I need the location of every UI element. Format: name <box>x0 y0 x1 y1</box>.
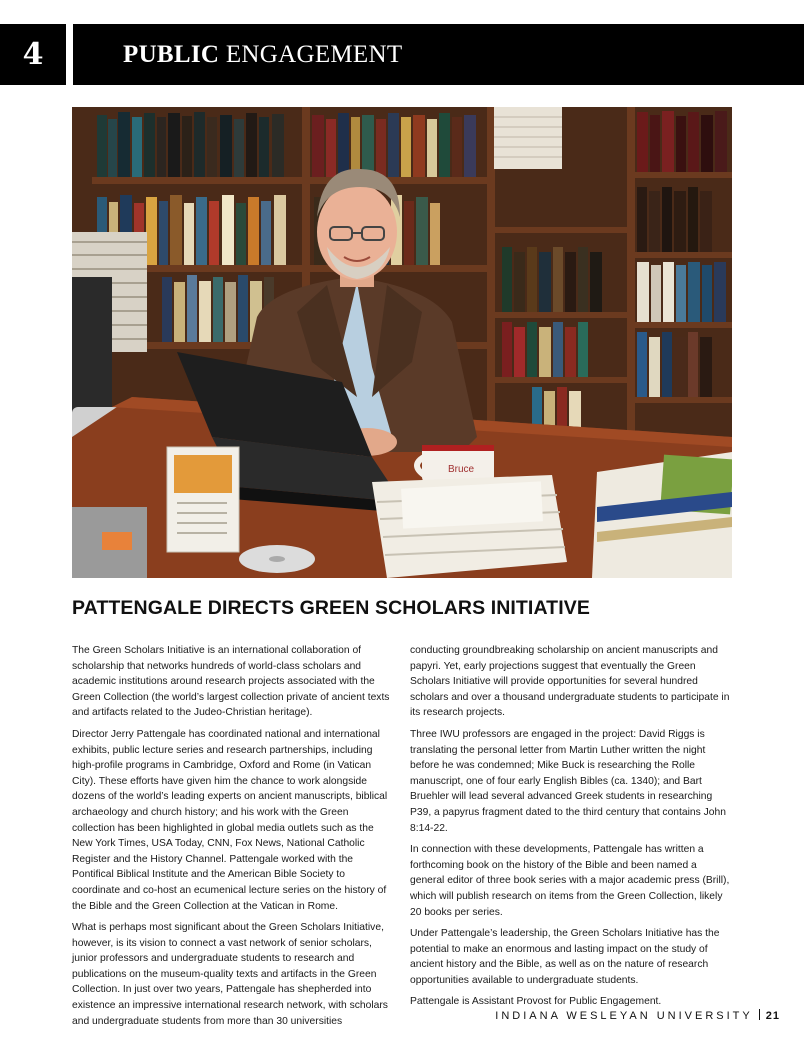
footer-university: INDIANA WESLEYAN UNIVERSITY <box>495 1010 753 1022</box>
section-title-bold: PUBLIC <box>123 41 220 68</box>
portrait-photo <box>72 107 732 578</box>
section-number: 4 <box>22 37 44 72</box>
page-number: 21 <box>765 1010 780 1022</box>
paragraph: What is perhaps most significant about the Green Scholars Initiative, however, is its vision to connect a vast network of senior scholars, junior professors and undergraduate students to research and publications on the museum-quality texts and artifacts in the Green Collection. In just over two years, Pattengale has shepherded into existence an impressive international research network, with scholars and undergraduate students from more than 30 universities <box>72 922 388 1027</box>
paragraph: In connection with these developments, Pattengale has written a forthcoming book on the history of the Bible and been named a general editor of three book series with a major academic press (Brill), which will publish research on items from the Green Collection, likely 20 books per series. <box>410 844 730 918</box>
header-divider <box>66 24 73 85</box>
paragraph: Three IWU professors are engaged in the project: David Riggs is translating the personal letter from Martin Luther written the night before he was condemned; Mike Buck is researching the Rolle manuscript, one of four early English Bibles (ca. 1340); and Bart Bruehler will lead several advanced Greek students in researching P39, a papyrus fragment dated to the third century that contains John 8:14-22. <box>410 728 726 834</box>
paragraph: Pattengale is Assistant Provost for Public Engagement. <box>410 996 662 1008</box>
footer-separator <box>759 1009 760 1020</box>
mug-text: Bruce <box>448 464 475 475</box>
paragraph: conducting groundbreaking scholarship on ancient manuscripts and papyri. Yet, early projections suggest that eventually the Green Scholars Initiative will provide opportunities for several hundred scholars and over a thousand undergraduate students to participate in its research projects. <box>410 645 730 719</box>
article-headline: PATTENGALE DIRECTS GREEN SCHOLARS INITIATIVE <box>72 597 590 619</box>
paragraph: Under Pattengale’s leadership, the Green Scholars Initiative has the potential to make an enormous and lasting impact on the study of ancient history and the Bible, as well as on the nature of research opportunities available to undergraduate students. <box>410 928 720 986</box>
section-header <box>0 24 804 85</box>
office-scene-illustration <box>72 107 732 578</box>
article-column-right <box>410 643 732 1016</box>
section-title-regular: ENGAGEMENT <box>225 41 403 68</box>
article-column-left <box>72 643 394 1035</box>
paragraph: The Green Scholars Initiative is an international collaboration of scholarship that networks hundreds of world-class scholars and academic institutions around research projects associated with the Green Collection (the world’s largest collection private of ancient texts and artifacts related to the Judeo-Christian heritage). <box>72 645 390 719</box>
paragraph: Director Jerry Pattengale has coordinated national and international exhibits, public lecture series and research partnerships, including high-profile programs in Cambridge, Oxford and Rome (in Vatican City). These efforts have given him the chance to work alongside dozens of the world’s leading experts on ancient manuscripts, biblical archaeology and church history; and his work with the Green collection has been highlighted in global media outlets such as the New York Times, USA Today, CNN, Fox News, National Catholic Register and the History Channel. Pattengale worked with the Pontifical Biblical Institute and the American Bible Society to coordinate and co-host an ecumenical lecture series on the history of the Bible and the Green Collection at the Vatican in Rome. <box>72 728 388 912</box>
page-footer <box>495 1008 780 1024</box>
section-title <box>123 24 402 85</box>
